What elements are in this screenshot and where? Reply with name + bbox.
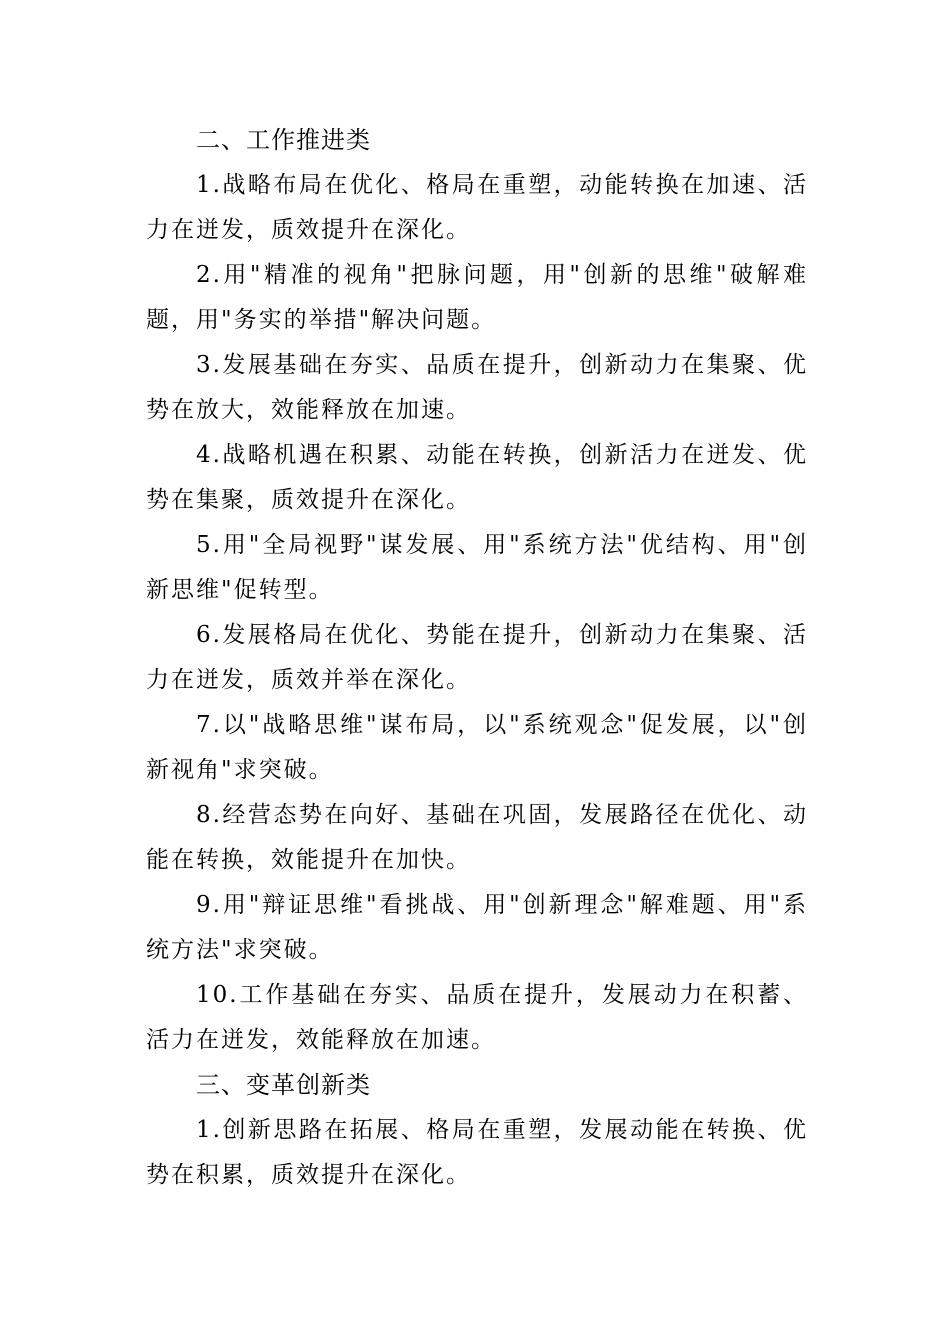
list-item: 6.发展格局在优化、势能在提升，创新动力在集聚、活力在迸发，质效并举在深化。 (146, 622, 808, 693)
list-item: 5.用"全局视野"谋发展、用"系统方法"优结构、用"创新思维"促转型。 (146, 532, 808, 603)
list-item: 4.战略机遇在积累、动能在转换，创新活力在迸发、优势在集聚，质效提升在深化。 (146, 442, 808, 513)
list-item: 1.战略布局在优化、格局在重塑，动能转换在加速、活力在迸发，质效提升在深化。 (146, 172, 808, 243)
list-item: 10.工作基础在夯实、品质在提升，发展动力在积蓄、活力在迸发，效能释放在加速。 (146, 982, 808, 1053)
section-heading-work-progress: 二、工作推进类 (196, 126, 371, 154)
list-item: 8.经营态势在向好、基础在巩固，发展路径在优化、动能在转换，效能提升在加快。 (146, 802, 808, 873)
list-item: 2.用"精准的视角"把脉问题，用"创新的思维"破解难题，用"务实的举措"解决问题。 (146, 262, 808, 333)
list-item: 1.创新思路在拓展、格局在重塑，发展动能在转换、优势在积累，质效提升在深化。 (146, 1117, 808, 1188)
document-body (146, 118, 808, 1198)
list-item: 7.以"战略思维"谋布局，以"系统观念"促发展，以"创新视角"求突破。 (146, 712, 808, 783)
section-heading-reform-innovation: 三、变革创新类 (196, 1071, 371, 1099)
list-item: 3.发展基础在夯实、品质在提升，创新动力在集聚、优势在放大，效能释放在加速。 (146, 352, 808, 423)
list-item: 9.用"辩证思维"看挑战、用"创新理念"解难题、用"系统方法"求突破。 (146, 892, 808, 963)
